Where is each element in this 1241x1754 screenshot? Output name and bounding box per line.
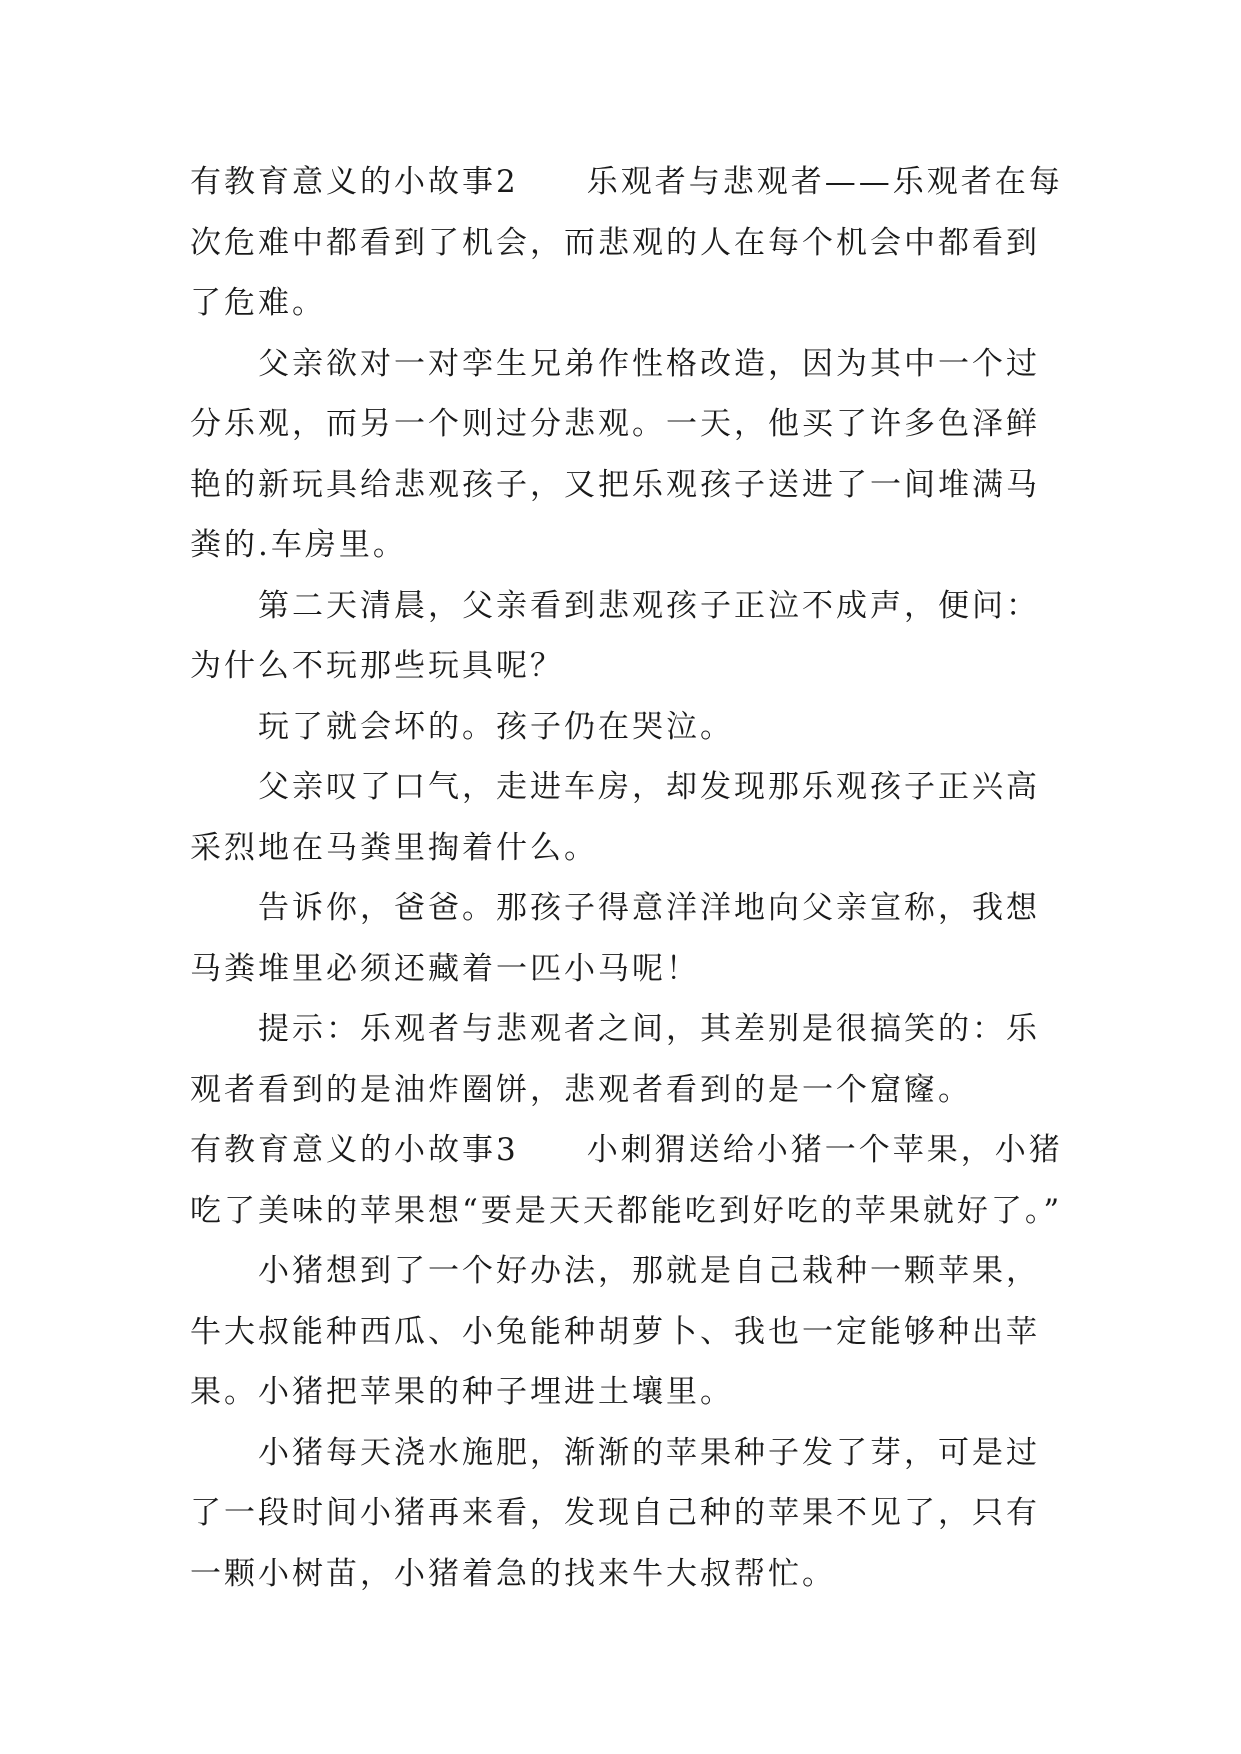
story-3-paragraph-2: 小猪每天浇水施肥，渐渐的苹果种子发了芽，可是过了一段时间小猪再来看，发现自己种的苹果不见了，只有一颗小树苗，小猪着急的找来牛大叔帮忙。 bbox=[190, 1434, 1040, 1592]
story-3-heading-paragraph: 有教育意义的小故事3 小刺猬送给小猪一个苹果，小猪吃了美味的苹果想“要是天天都能吃到好吃的苹果就好了。” bbox=[190, 1132, 1063, 1229]
story-2-tip-paragraph: 提示：乐观者与悲观者之间，其差别是很搞笑的：乐观者看到的是油炸圈饼，悲观者看到的是一个窟窿。 bbox=[190, 1011, 1040, 1108]
story-2-paragraph-5: 告诉你，爸爸。那孩子得意洋洋地向父亲宣称，我想马粪堆里必须还藏着一匹小马呢！ bbox=[190, 890, 1040, 987]
story-2-paragraph-4: 父亲叹了口气，走进车房，却发现那乐观孩子正兴高采烈地在马粪里掏着什么。 bbox=[190, 769, 1040, 866]
story-3-paragraph-1: 小猪想到了一个好办法，那就是自己栽种一颗苹果，牛大叔能种西瓜、小兔能种胡萝卜、我也一定能够种出苹果。小猪把苹果的种子埋进土壤里。 bbox=[190, 1253, 1040, 1410]
document-body bbox=[190, 152, 1070, 1604]
story-2-paragraph-2: 第二天清晨，父亲看到悲观孩子正泣不成声，便问：为什么不玩那些玩具呢？ bbox=[190, 587, 1040, 684]
story-2-paragraph-3: 玩了就会坏的。孩子仍在哭泣。 bbox=[258, 708, 734, 745]
story-2-heading-paragraph: 有教育意义的小故事2 乐观者与悲观者——乐观者在每次危难中都看到了机会，而悲观的人在每个机会中都看到了危难。 bbox=[190, 164, 1063, 321]
story-2-paragraph-1: 父亲欲对一对孪生兄弟作性格改造，因为其中一个过分乐观，而另一个则过分悲观。一天，他买了许多色泽鲜艳的新玩具给悲观孩子，又把乐观孩子送进了一间堆满马粪的.车房里。 bbox=[190, 345, 1040, 563]
